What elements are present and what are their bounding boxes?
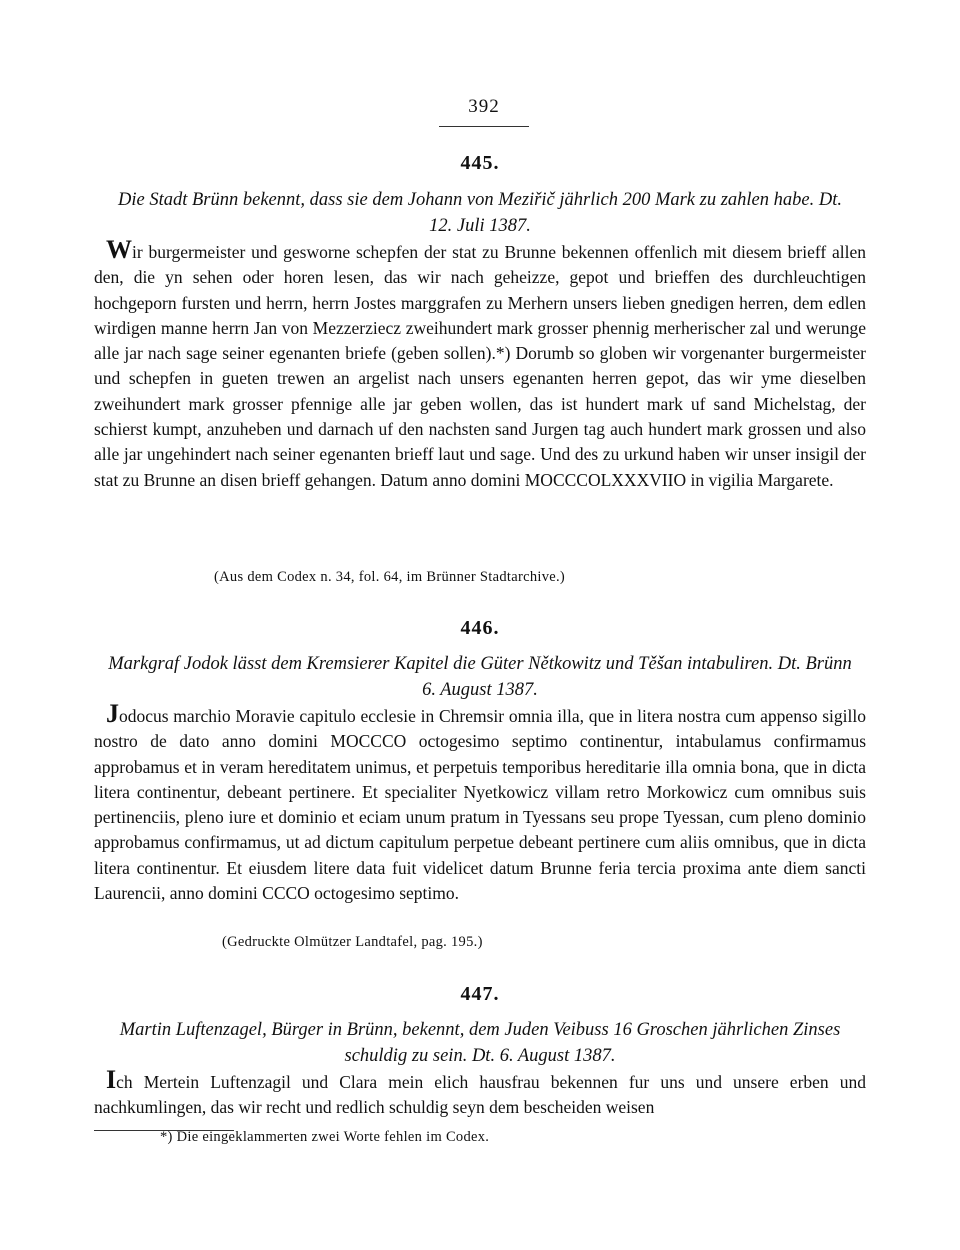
document-body-445 xyxy=(94,235,866,493)
dropcap-445: W xyxy=(106,235,132,264)
document-heading-446: Markgraf Jodok lässt dem Kremsierer Kapitel die Güter Nětkowitz und Těšan intabuliren. Dt. Brünn 6. August 1387. xyxy=(108,654,852,700)
document-text-446: odocus marchio Moravie capitulo ecclesie in Chremsir omnia illa, que in litera nostra cum appenso sigillo nostro de dato anno domini MOCCCO octogesimo septimo continentur, intabulamus confirmamus approbamus et in veram hereditatem unimus, et perpetuis temporibus hereditarie illa omnia bona, que in dicta litera continentur, debeant pertinere. Et specialiter Nyetkowicz villam retro Morkowicz cum omnibus suis pertinenciis, pleno iure et dominio et eciam unum pratum in Tyessans seu prope Tyessan, cum pleno dominio approbamus confirmamus, ut ad dictum capitulum perpetue debeant pertinere cum aliis omnibus, que in dicta litera continentur. Et eiusdem litere data fuit videlicet datum Brunne feria tercia proxima ante diem sancti Laurencii, anno domini CCCO octogesimo septimo. xyxy=(94,706,866,904)
page-number-rule xyxy=(439,126,529,127)
document-body-446 xyxy=(94,699,866,906)
document-text-447: ch Mertein Luftenzagil und Clara mein elich hausfrau bekennen fur uns und unsere erben und nachkumlingen, das wir recht und redlich schuldig seyn dem bescheiden weisen xyxy=(94,1072,866,1118)
document-source-445: (Aus dem Codex n. 34, fol. 64, im Brünner Stadtarchive.) xyxy=(214,569,566,585)
document-page xyxy=(94,0,866,1250)
footnote: *) Die eingeklammerten zwei Worte fehlen im Codex. xyxy=(160,1129,490,1145)
document-source-446: (Gedruckte Olmützer Landtafel, pag. 195.) xyxy=(222,934,483,950)
document-heading-447: Martin Luftenzagel, Bürger in Brünn, bekennt, dem Juden Veibuss 16 Groschen jährlichen Zinses schuldig zu sein. Dt. 6. August 1387. xyxy=(119,1020,841,1066)
document-body-447 xyxy=(94,1065,866,1121)
dropcap-446: J xyxy=(106,699,119,728)
dropcap-447: I xyxy=(106,1065,117,1094)
document-heading-445: Die Stadt Brünn bekennt, dass sie dem Johann von Meziřič jährlich 200 Mark zu zahlen habe. Dt. 12. Juli 1387. xyxy=(118,190,842,236)
document-text-445: ir burgermeister und gesworne schepfen der stat zu Brunne bekennen offenlich mit diesem brieff allen den, die yn sehen oder horen lesen, das wir nach geheizze, gepot und brieffen des durchleuchtigen hochgeporn fursten und herrn, herrn Jostes marggrafen zu Merhern unsers lieben gnedigen herren, dem edlen wirdigen manne herrn Jan von Mezzerziecz zweihundert mark grosser phennig merherischer zal und werunge alle jar nach sage seiner egenanten briefe (geben sollen).*) Dorumb so globen wir vorgenanter burgermeister und schepfen in gueten trewen an argelist nach unsers egenanten herren gepot, das wir yme dieselben zweihundert mark grosser pfennige alle jar geben wollen, das ist hundert mark uf sand Michelstag, der schierst kumpt, anzuheben und darnach uf den nachsten sand Jurgen tag auch hundert mark grossen und also alle jar ungehindert nach seiner egenanten brieff laut und sage. Und des zu urkund haben wir unser insigil der stat zu Brunne an disen brieff gehangen. Datum anno domini MOCCCOLXXXVIIO in vigilia Margarete. xyxy=(94,242,866,490)
page-number: 392 xyxy=(468,96,500,117)
document-number-446: 446. xyxy=(460,617,500,639)
document-number-445: 445. xyxy=(460,152,500,174)
document-number-447: 447. xyxy=(460,983,500,1005)
